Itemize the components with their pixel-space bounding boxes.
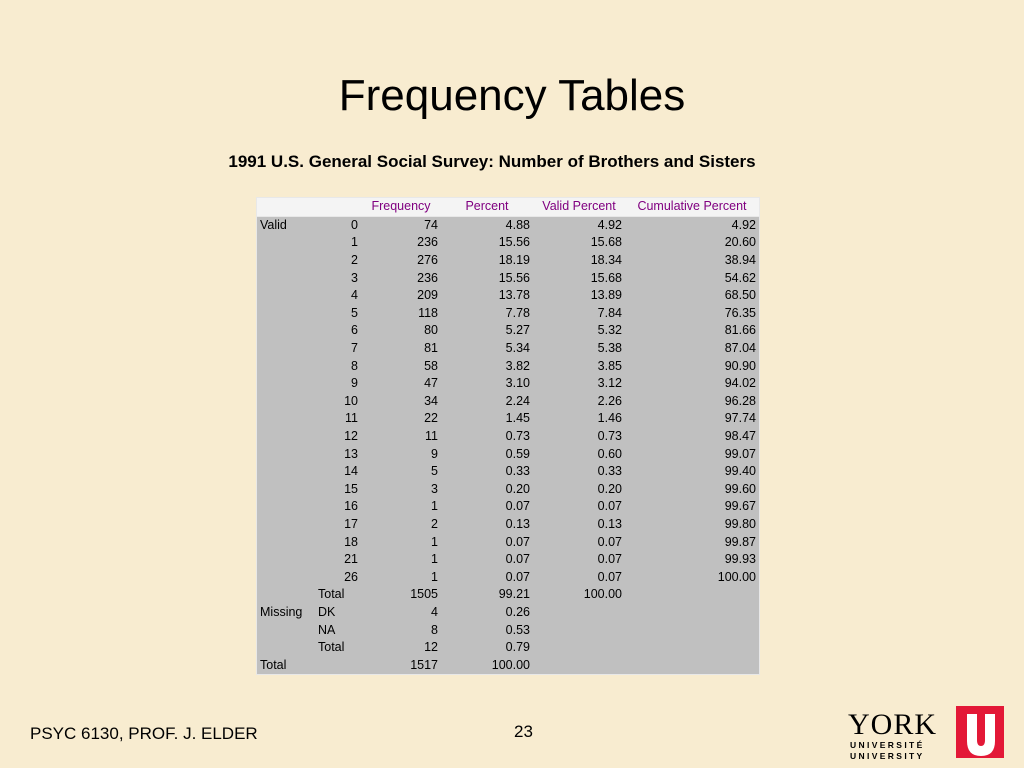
table-cell <box>257 252 316 270</box>
table-cell: 1505 <box>410 587 438 602</box>
york-u-icon <box>956 706 1004 758</box>
table-cell: 2.24 <box>505 393 530 408</box>
table-row <box>257 322 760 340</box>
table-cell: 5.34 <box>505 341 530 356</box>
table-cell: 99.80 <box>724 516 756 531</box>
table-cell <box>625 656 760 674</box>
table-cell: 11 <box>425 429 438 444</box>
table-cell: 18 <box>344 534 358 549</box>
table-row <box>257 269 760 287</box>
table-cell: 0.13 <box>505 516 530 531</box>
table-cell: 236 <box>417 270 438 285</box>
table-cell: 76.35 <box>724 305 756 320</box>
table-cell: 22 <box>424 411 438 426</box>
table-cell: 96.28 <box>724 393 756 408</box>
table-header-row <box>257 198 760 217</box>
table-cell: 90.90 <box>724 358 756 373</box>
column-header <box>257 198 316 217</box>
page-number: 23 <box>514 722 533 741</box>
table-cell: Total <box>260 657 287 672</box>
table-cell: 7 <box>351 341 358 356</box>
table-cell: 0.33 <box>597 464 622 479</box>
table-row <box>257 533 760 551</box>
table-cell: 98.47 <box>724 429 756 444</box>
table-cell: 0.20 <box>505 481 530 496</box>
table-cell: 1517 <box>410 657 438 672</box>
table-row <box>257 604 760 622</box>
table-cell: 1 <box>431 569 438 584</box>
table-cell: 99.60 <box>724 481 756 496</box>
column-header-cumulative-percent: Cumulative Percent <box>625 198 760 217</box>
table-row <box>257 639 760 657</box>
table-cell: 0.07 <box>505 552 530 567</box>
table-cell: 13.78 <box>498 288 530 303</box>
table-cell: 15.68 <box>590 270 622 285</box>
table-cell: 0.79 <box>505 640 530 655</box>
table-body <box>257 216 760 674</box>
table-cell: 276 <box>417 253 438 268</box>
table-cell <box>257 586 316 604</box>
table-cell <box>533 639 625 657</box>
table-cell <box>625 586 760 604</box>
table-cell: 2 <box>351 253 358 268</box>
table-cell: 0 <box>351 217 358 232</box>
table-cell: 15.68 <box>590 235 622 250</box>
table-cell: Total <box>318 587 345 602</box>
table-cell: 7.84 <box>597 305 622 320</box>
table-row <box>257 252 760 270</box>
table-cell <box>257 481 316 499</box>
table-cell: 0.07 <box>505 569 530 584</box>
table-cell: 0.59 <box>505 446 530 461</box>
table-cell <box>533 604 625 622</box>
table-cell <box>257 393 316 411</box>
table-cell: 4.92 <box>597 217 622 232</box>
table-cell: 99.67 <box>724 499 756 514</box>
table-row <box>257 357 760 375</box>
table-caption-text: 1991 U.S. General Social Survey: Number of Brothers and Sisters <box>228 152 756 171</box>
table-cell <box>625 621 760 639</box>
table-cell <box>625 604 760 622</box>
table-cell: 34 <box>424 393 438 408</box>
table-row <box>257 393 760 411</box>
table-cell <box>533 621 625 639</box>
table-cell: 3.12 <box>597 376 622 391</box>
table-cell: 15 <box>344 481 358 496</box>
table-cell: 80 <box>424 323 438 338</box>
table-cell: 0.20 <box>597 481 622 496</box>
table-cell: 99.07 <box>724 446 756 461</box>
course-footer: PSYC 6130, PROF. J. ELDER <box>30 724 258 743</box>
table-cell: 0.07 <box>597 569 622 584</box>
table-cell: 8 <box>431 622 438 637</box>
table-cell: 9 <box>351 376 358 391</box>
table-cell: 99.93 <box>724 552 756 567</box>
table-row <box>257 428 760 446</box>
table-cell: 2.26 <box>597 393 622 408</box>
table-cell <box>257 568 316 586</box>
table-cell: 94.02 <box>724 376 756 391</box>
table-row <box>257 586 760 604</box>
table-cell: 0.13 <box>597 516 622 531</box>
table-cell <box>257 269 316 287</box>
table-cell: 4 <box>431 604 438 619</box>
table-cell <box>625 639 760 657</box>
table-cell: 4.88 <box>505 217 530 232</box>
table-cell: 1 <box>351 235 358 250</box>
table-row <box>257 305 760 323</box>
table-row <box>257 498 760 516</box>
table-cell: 0.07 <box>505 534 530 549</box>
table-cell <box>257 551 316 569</box>
table-cell <box>533 656 625 674</box>
table-cell: 20.60 <box>724 235 756 250</box>
table-cell: 5.32 <box>597 323 622 338</box>
york-university-logo <box>846 706 1006 762</box>
column-header <box>315 198 361 217</box>
table-cell: 209 <box>417 288 438 303</box>
table-cell: 12 <box>424 640 438 655</box>
table-cell: 5.38 <box>597 341 622 356</box>
table-cell: 12 <box>344 429 358 444</box>
table-cell: 58 <box>424 358 438 373</box>
table-row <box>257 463 760 481</box>
table-cell: 74 <box>424 217 438 232</box>
table-cell: 3 <box>351 270 358 285</box>
table-cell: 11 <box>345 411 358 426</box>
table-cell: 0.60 <box>597 446 622 461</box>
table-cell <box>257 533 316 551</box>
table-cell <box>257 516 316 534</box>
table-row <box>257 234 760 252</box>
column-header-percent: Percent <box>441 198 533 217</box>
table-cell: 13 <box>344 446 358 461</box>
table-cell: 87.04 <box>724 341 756 356</box>
slide-title: Frequency Tables <box>338 71 686 120</box>
table-cell: 0.26 <box>505 604 530 619</box>
table-cell: 16 <box>344 499 358 514</box>
table-cell: 4.92 <box>731 217 756 232</box>
table-cell: 54.62 <box>724 270 756 285</box>
table-cell: 1.45 <box>505 411 530 426</box>
table-cell: 3.10 <box>505 376 530 391</box>
table-cell <box>257 463 316 481</box>
table-cell: 0.53 <box>505 622 530 637</box>
table-row <box>257 551 760 569</box>
table-cell <box>257 305 316 323</box>
table-cell: 26 <box>344 569 358 584</box>
table-row <box>257 621 760 639</box>
table-cell: 68.50 <box>724 288 756 303</box>
table-cell <box>257 410 316 428</box>
table-cell <box>257 357 316 375</box>
table-cell: 0.07 <box>597 534 622 549</box>
table-cell: 118 <box>418 305 438 320</box>
table-row <box>257 340 760 358</box>
table-cell: 0.07 <box>505 499 530 514</box>
frequency-table <box>256 197 760 675</box>
table-cell: 99.21 <box>498 587 530 602</box>
table-row <box>257 287 760 305</box>
table-cell: 0.73 <box>505 429 530 444</box>
table-cell: 18.34 <box>590 253 622 268</box>
table-cell: 9 <box>431 446 438 461</box>
table-cell <box>315 656 361 674</box>
table-cell: 99.40 <box>724 464 756 479</box>
table-cell: NA <box>318 622 336 637</box>
table-cell: 5.27 <box>505 323 530 338</box>
table-cell: 236 <box>417 235 438 250</box>
table-row <box>257 568 760 586</box>
table-caption <box>0 152 984 172</box>
table-row <box>257 216 760 234</box>
table-cell: Total <box>318 640 345 655</box>
table-cell: 1.46 <box>597 411 622 426</box>
table-cell: 3 <box>431 481 438 496</box>
table-cell <box>257 639 316 657</box>
table-cell: 81 <box>424 341 438 356</box>
table-cell: Missing <box>260 604 303 619</box>
table-cell: 4 <box>351 288 358 303</box>
logo-line-english: U N I V E R S I T Y <box>850 751 923 761</box>
table-cell: 1 <box>431 534 438 549</box>
table-cell: 38.94 <box>724 253 756 268</box>
table-cell: 81.66 <box>724 323 756 338</box>
table-row <box>257 445 760 463</box>
table-cell: 100.00 <box>491 657 530 672</box>
table-row <box>257 410 760 428</box>
table-row <box>257 481 760 499</box>
table-cell <box>257 498 316 516</box>
table-cell: 14 <box>344 464 358 479</box>
table-cell: DK <box>318 604 336 619</box>
table-cell: 1 <box>431 552 438 567</box>
logo-line-french: U N I V E R S I T É <box>850 740 923 750</box>
table-cell: 3.82 <box>505 358 530 373</box>
table-row <box>257 516 760 534</box>
table-cell: 8 <box>351 358 358 373</box>
table-cell: 5 <box>431 464 438 479</box>
table-cell: Valid <box>260 217 287 232</box>
table-row <box>257 375 760 393</box>
table-cell: 100.00 <box>717 569 756 584</box>
table-cell: 2 <box>431 516 438 531</box>
table-cell: 7.78 <box>505 305 530 320</box>
table-cell: 0.07 <box>597 499 622 514</box>
table-cell: 15.56 <box>498 235 530 250</box>
table-cell: 100.00 <box>583 587 622 602</box>
table-cell: 3.85 <box>597 358 622 373</box>
table-cell: 0.73 <box>597 429 622 444</box>
table-cell: 1 <box>431 499 438 514</box>
table-cell <box>257 445 316 463</box>
table-cell: 6 <box>351 323 358 338</box>
table-cell <box>257 375 316 393</box>
table-cell: 99.87 <box>724 534 756 549</box>
table-cell: 17 <box>344 516 358 531</box>
table-cell <box>257 340 316 358</box>
table-cell <box>257 322 316 340</box>
table-cell: 47 <box>424 376 438 391</box>
table-cell: 13.89 <box>590 288 622 303</box>
table-cell: 10 <box>344 393 358 408</box>
table-cell: 97.74 <box>724 411 756 426</box>
table-cell <box>257 428 316 446</box>
table-cell <box>257 621 316 639</box>
table-cell: 15.56 <box>498 270 530 285</box>
column-header-frequency: Frequency <box>361 198 441 217</box>
column-header-valid-percent: Valid Percent <box>533 198 625 217</box>
table-cell <box>257 287 316 305</box>
table-cell: 18.19 <box>498 253 530 268</box>
logo-wordmark: YORK <box>848 708 938 741</box>
table-cell: 0.07 <box>597 552 622 567</box>
table-row <box>257 656 760 674</box>
table-cell: 21 <box>344 552 358 567</box>
table-cell: 5 <box>351 305 358 320</box>
table-cell <box>257 234 316 252</box>
table-cell: 0.33 <box>505 464 530 479</box>
